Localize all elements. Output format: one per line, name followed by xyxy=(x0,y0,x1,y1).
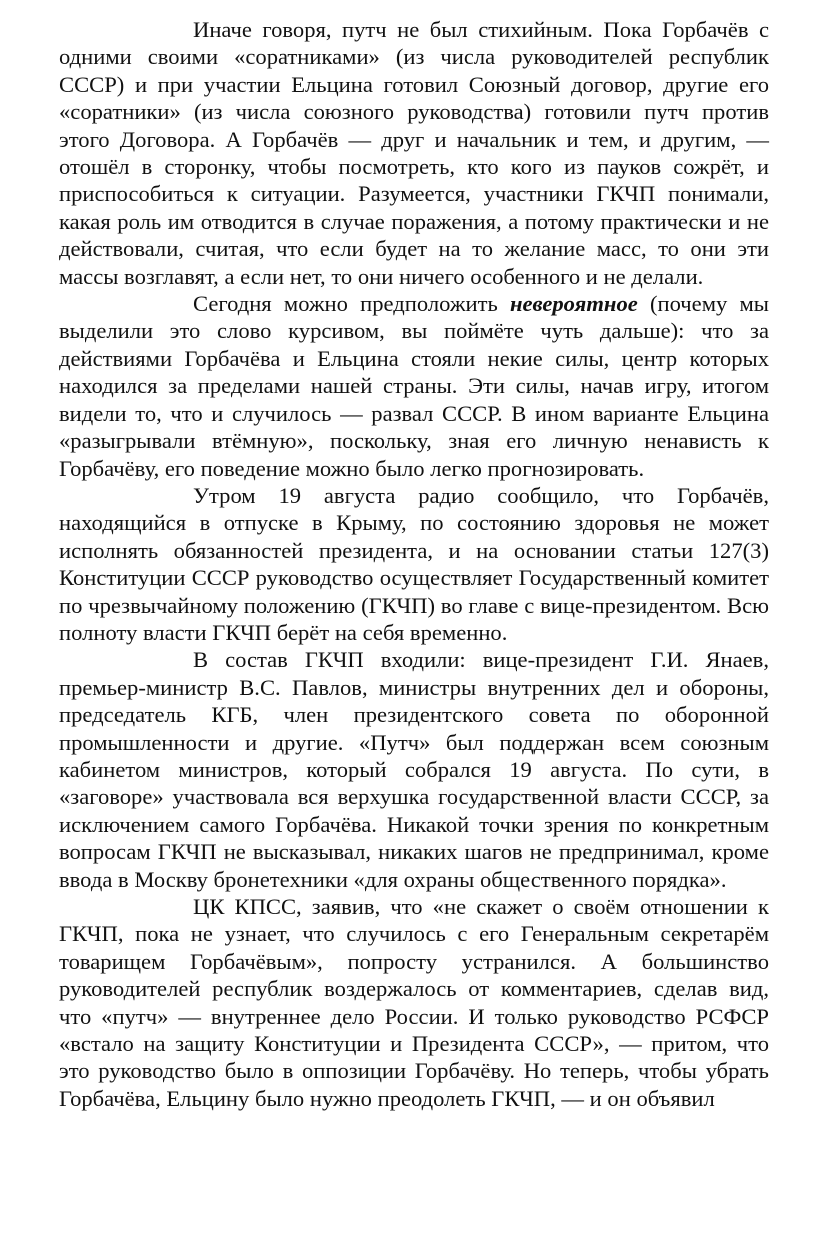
paragraph-text-before: Сегодня можно предположить xyxy=(193,291,510,317)
document-page xyxy=(59,16,769,1112)
paragraph-cpsu-reaction: ЦК КПСС, заявив, что «не скажет о своём отношении к ГКЧП, пока не узнает, что случилось с его Генеральным секретарём товарищем Горбачёвым», попросту устранился. А большинство руководителей республик воздержалось от комментариев, сделав вид, что «путч» — внутреннее дело России. И только руководство РСФСР «встало на защиту Конституции и Президента СССР», — притом, что это руководство было в оппозиции Горбачёву. Но теперь, чтобы убрать Горбачёва, Ельцину было нужно преодолеть ГКЧП, — и он объявил xyxy=(59,894,769,1111)
paragraph-gkchp-members: В состав ГКЧП входили: вице-президент Г.И. Янаев, премьер-министр B.C. Павлов, министры внутренних дел и обороны, председатель КГБ, член президентского совета по оборонной промышленности и другие. «Путч» был поддержан всем союзным кабинетом министров, который собрался 19 августа. По сути, в «заговоре» участвовала вся верхушка государственной власти СССР, за исключением самого Горбачёва. Никакой точки зрения по конкретным вопросам ГКЧП не высказывал, никаких шагов не предпринимал, кроме ввода в Москву бронетехники «для охраны общественного порядка». xyxy=(59,647,769,892)
paragraph-coup-not-spontaneous: Иначе говоря, путч не был стихийным. Пока Горбачёв с одними своими «соратниками» (из числа руководителей республик СССР) и при участии Ельцина готовил Союзный договор, другие его «соратники» (из числа союзного руководства) готовили путч против этого Договора. А Горбачёв — друг и начальник и тем, и другим, — отошёл в сторонку, чтобы посмотреть, кто кого из пауков сожрёт, и приспособиться к ситуации. Разумеется, участники ГКЧП понимали, какая роль им отводится в случае поражения, а потому практически и не действовали, считая, что если будет на то желание масс, то они эти массы возглавят, а если нет, то они ничего особенного и не делали. xyxy=(59,17,769,289)
paragraph-text-after: (почему мы выделили это слово курсивом, вы поймёте чуть дальше): что за действиями Горбачёва и Ельцина стояли некие силы, центр которых находился за пределами нашей страны. Эти силы, начав игру, итогом видели то, что и случилось — развал СССР. В ином варианте Ельцина «разыгрывали втёмную», поскольку, зная его личную ненависть к Горбачёву, его поведение можно было легко прогнозировать. xyxy=(59,291,769,481)
emphasized-word: невероятное xyxy=(509,291,638,317)
paragraph-unbelievable-hypothesis xyxy=(59,290,769,482)
paragraph-august-19-radio: Утром 19 августа радио сообщило, что Горбачёв, находящийся в отпуске в Крыму, по состоянию здоровья не может исполнять обязанностей президента, и на основании статьи 127(3) Конституции СССР руководство осуществляет Государственный комитет по чрезвычайному положению (ГКЧП) во главе с вице-президентом. Всю полноту власти ГКЧП берёт на себя временно. xyxy=(59,482,769,645)
